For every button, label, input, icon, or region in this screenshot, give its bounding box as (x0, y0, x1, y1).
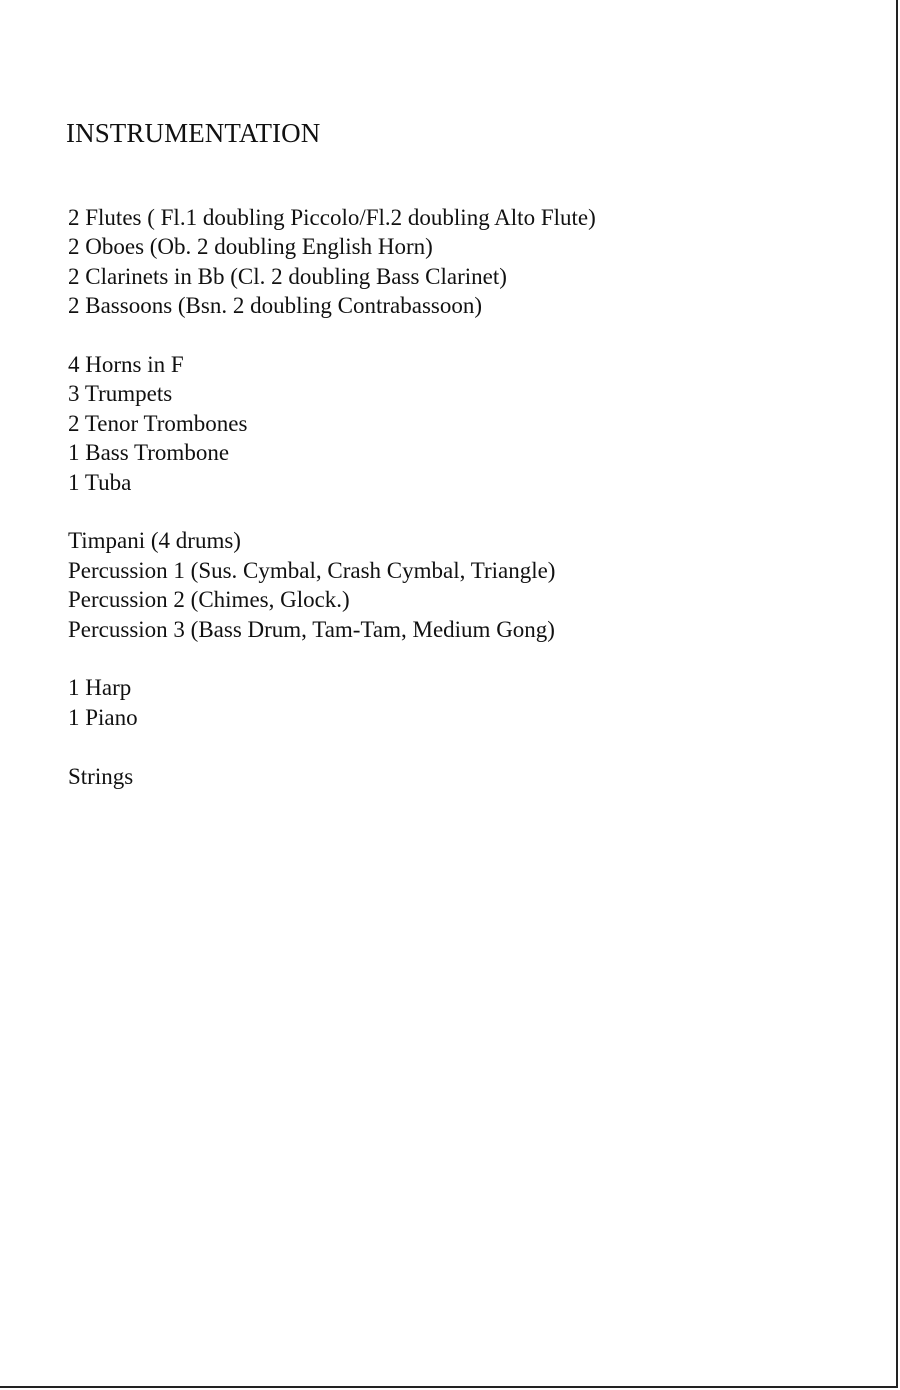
page-title: INSTRUMENTATION (66, 118, 321, 148)
instrument-line: 2 Clarinets in Bb (Cl. 2 doubling Bass Clarinet) (68, 263, 507, 289)
instrument-line: 3 Trumpets (68, 381, 173, 407)
instrument-line: 2 Bassoons (Bsn. 2 doubling Contrabassoon) (68, 293, 482, 319)
instrument-line: Percussion 2 (Chimes, Glock.) (68, 587, 350, 613)
instrument-group-brass (68, 350, 596, 497)
instrument-line: Strings (68, 763, 134, 789)
instrument-line: 1 Harp (68, 675, 132, 701)
instrument-group-keyboards (68, 673, 596, 732)
instrument-line: 1 Tuba (68, 469, 132, 495)
instrument-group-percussion (68, 526, 596, 644)
instrument-line: Percussion 3 (Bass Drum, Tam-Tam, Medium Gong) (68, 616, 555, 642)
instrument-line: 2 Oboes (Ob. 2 doubling English Horn) (68, 234, 433, 260)
instrument-line: 2 Flutes ( Fl.1 doubling Piccolo/Fl.2 doubling Alto Flute) (68, 205, 596, 230)
instrument-line: 2 Tenor Trombones (68, 410, 248, 436)
instrument-line: 4 Horns in F (68, 352, 184, 378)
instrument-line: Percussion 1 (Sus. Cymbal, Crash Cymbal, Triangle) (68, 557, 556, 583)
instrument-line: 1 Bass Trombone (68, 440, 230, 466)
instrument-line: Timpani (4 drums) (68, 528, 241, 554)
instrument-list (68, 203, 596, 791)
instrument-group-woodwinds (68, 203, 596, 321)
instrument-line: 1 Piano (68, 704, 138, 730)
instrument-group-strings (68, 762, 596, 791)
